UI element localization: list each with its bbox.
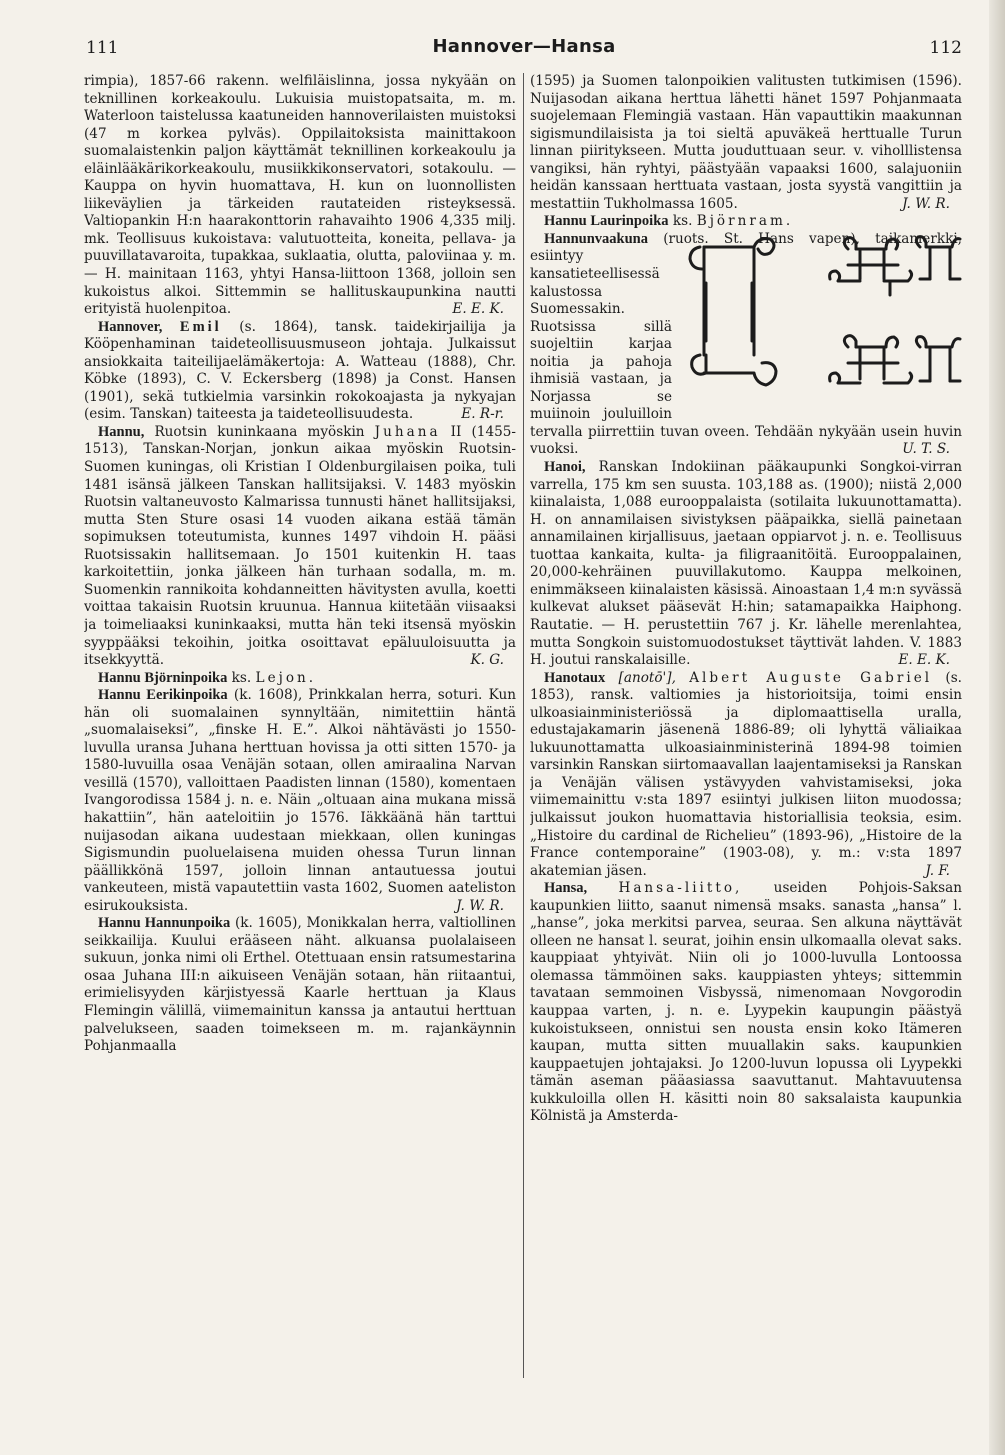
spaced-name: Juhana [374, 423, 441, 440]
entry-hanoi: Hanoi, Ranskan Indokiinan pääkaupunki Songkoi-virran varrella, 175 km sen suusta. 103,188 as. (1900); niistä 2,000 kiinalaista, 1,088 eurooppalaista (sotilaita lukuunottamatta). H. on annamilaisen sivistyksen pääpaikka, siellä painetaan annamilainen kirjallisuus, jaetaan oppiarvot j. n. e. Teollisuus tuottaa kankaita, kulta- ja filigraanitöitä. Eurooppalainen, 20,000-kehräinen puuvillakutomo. Kauppa melkoinen, enimmäkseen kiinalaisten käsissä. Ainoastaan 1,4 m:n syvässä kulkevat alukset pääsevät H:hin; satamapaikka Haiphong. Rautatie. — H. perustettiin 767 j. Kr. lähelle merenlahtea, mutta Songkoin suistomuodostukset täyttivät lahden. V. 1883 H. joutui ranskalaisille. E. E. K. [530, 459, 962, 669]
left-column [84, 73, 516, 1413]
entry-hannover-continued: rimpia), 1857-66 rakenn. welfiläislinna, jossa nykyään on teknillinen korkeakoulu. Lukuisia muistopatsaita, m. m. Waterloon taistelussa kaatuneiden hannoverilaisten muistoksi (47 m korkea pylväs). Oppilaitoksista mainittakoon suomalaistenkin paljon käyttämät teknillinen korkeakoulu ja eläinlääkärikorkeakoulu, musiikkikonservatori, sotakoulu. — Kauppa on hyvin huomattava, H. kun on luonnollisten liikeväylien ja tärkeiden rautateiden risteyksessä. Valtiopankin H:n haarakonttorin rahavaihto 1906 4,335 milj. mk. Teollisuus kukoistava: valutuotteita, koneita, pellava- ja puuvillatavaroita, tupakkaa, suklaatia, olutta, paloviinaa y. m. — H. mainitaan 1163, yhtyi Hansa-liittoon 1368, jolloin sen kukoistus alkoi. Sittemmin se hallituskaupunkina nautti erityistä huolenpitoa. E. E. K. [84, 73, 516, 318]
column-divider [523, 73, 524, 1378]
entry-hannu-hannunpoika: Hannu Hannunpoika (k. 1605), Monikkalan herra, valtiollinen seikkailija. Kuului erääseen näht. alkuansa puolalaiseen sukuun, jonka nimi oli Erthel. Otettuaan ensin ratsumestarina osaa Juhana III:n aikuiseen Venäjän sotaan, hän riitaantui, erimielisyyden kärjistyessä Kaarle herttuan ja Klaus Flemingin välillä, viimemainitun kanssa ja antautui herttuan palvelukseen, saaden toimekseen m. m. rajankäynnin Pohjanmaalla [84, 915, 516, 1055]
signature: J. W. R. [456, 897, 504, 914]
entry-hannunvaakuna: Hannunvaakuna (ruots. St. Hans vapen), taikamerkki, esiintyy kansatieteellisessä kalustossa Suomessakin. Ruotsissa sillä suojeltiin karjaa noitia ja pahoja ihmisiä vastaan, ja Norjassa se muiinoin jouluilloin tervalla piirrettiin tuvan oveen. Tehdään nykyään usein huvin vuoksi. U. T. S. [530, 230, 962, 458]
signature: J. W. R. [902, 195, 950, 212]
entry-hanotaux: Hanotaux [anotō'], Albert Auguste Gabriel (s. 1853), ransk. valtiomies ja historioitsija, toimi ensin ulkoasiainministeriössä ja diplomaattisella uralla, edustajakamarin jäsenenä 1886-89; oli lyhyttä väliaikaa lukuunottamatta ulkoasiainministerinä 1894-98 toimien varsinkin Ranskan siirtomaavallan laajentamiseksi ja Ranskan ja Venäjän välisen ystävyyden vahvistamiseksi, joka viimemainittu v:sta 1897 esiintyi julkisen liiton muodossa; julkaissut joukon huomattavia historiallisia teoksia, esim. „Histoire du cardinal de Richelieu” (1893-96), „Histoire de la France contemporaine” (1903-08), y. m.: v:sta 1897 akatemian jäsen. J. F. [530, 669, 962, 879]
running-header [86, 32, 962, 62]
headword: Hanoi, [544, 459, 586, 476]
headword: Hannu Björninpoika [98, 669, 228, 686]
signature: K. G. [470, 652, 504, 669]
entry-hannu-eerikinpoika: Hannu Eerikinpoika (k. 1608), Prinkkalan herra, soturi. Kun hän oli suomalainen synnyltään, nimitettiin häntä „suomalaiseksi”, „finske H. E.”. Alkoi nähtävästi jo 1550-luvulla uransa Juhana herttuan hovissa ja otti sitten 1570- ja 1580-luvuilla osaa Venäjän sotaan, ollen amiraalina Narvan vesillä (1570), valloittaen Paadisten linnan (1580), komentaen Ivangorodissa 1584 j. n. e. Näin „oltuaan aina mukana missä hakattiin”, hän aateloitiin jo 1576. Iäkkäänä hän tarttui nuijasodan aikana uudestaan miekkaan, ollen kuningas Sigismundin puoluelaisena muiden ohessa Turun linnan päällikkönä 1597, jolloin linnan antautuessa joutui vankeuteen, mistä vapautettiin vasta 1602, Suomen aateliston esirukouksista. J. W. R. [84, 687, 516, 914]
running-title: Hannover—Hansa [432, 36, 616, 57]
entry-hansa: Hansa, Hansa-liitto, useiden Pohjois-Saksan kaupunkien liitto, saanut nimensä msaks. sanasta „hansa” l. „hanse”, joka merkitsi parvea, seuraa. Sen alkuna näyttävät olleen ne hansat l. seurat, joihin ensin ulkomaalla olevat saks. kauppiaat yhtyivät. Niin oli jo 1000-luvulla Lontoossa olemassa tämmöinen saks. kauppiasten yhteys; sittemmin tavataan semmoinen Visbyssä, nimenomaan Novgorodin kauppaa varten, j. n. e. Lyypekin kaupungin päästyä kukoistukseen, onnistui sen nousta ensin koko Itämeren kaupan, mutta sitten muuallakin saks. kaupunkien kauppaetujen johtajaksi. Jo 1200-luvun lopussa oli Lyypekki tämän aseman pääasiassa saavuttanut. Mahtavuutensa kukkuloilla ollen H. käsitti noin 80 saksalaista kaupunkia Kölnistä ja Amsterda- [530, 880, 962, 1125]
right-page-number: 112 [929, 38, 962, 58]
headword: Hanotaux [544, 669, 606, 686]
entry-hannu-laurinpoika: Hannu Laurinpoika ks. Björnram. [544, 213, 794, 230]
signature: E. E. K. [898, 652, 950, 669]
hannunvaakuna-symbol-figure [680, 235, 962, 407]
entry-hannover-emil: Hannover, Emil (s. 1864), tansk. taidekirjailija ja Kööpenhaminan taideteollisuusmuseon johtaja. Julkaissut ansiokkaita taiteilijaelämäkertoja: A. Watteau (1888), Chr. Köbke (1893), C. V. Eckersberg (1898) ja Const. Hansen (1901), sekä tutkielmia varsinkin rokokoajasta ja nykyajan (esim. Tanskan) taiteesta ja taideteollisuudesta. E. R-r. [84, 318, 516, 423]
headword: Hannu Eerikinpoika [98, 687, 228, 704]
signature: J. F. [925, 862, 950, 879]
headword: Hannu Hannunpoika [98, 915, 231, 932]
pronunciation: [anotō'], [618, 669, 676, 686]
cross-reference: Björnram. [696, 213, 794, 230]
signature: E. E. K. [452, 301, 504, 318]
headword: Hannu Laurinpoika [544, 213, 669, 230]
headword: Hansa, [544, 880, 588, 897]
spaced-name: Hansa-liitto, [618, 880, 743, 897]
cross-reference: Lejon. [255, 669, 317, 686]
hannunvaakuna-symbol-icon [680, 235, 962, 407]
headword: Hannover, [98, 318, 163, 335]
spaced-name: Albert Auguste Gabriel [689, 669, 933, 686]
headword: Hannunvaakuna [544, 230, 648, 247]
headword: Hannu, [98, 423, 145, 440]
page-edge-shadow [989, 0, 1005, 1455]
entry-hannu-bjorninpoika: Hannu Björninpoika ks. Lejon. [98, 669, 317, 686]
signature: E. R-r. [461, 406, 504, 423]
entry-hannu: Hannu, Ruotsin kuninkaana myöskin Juhana II (1455-1513), Tanskan-Norjan, jonkun aikaa myöskin Ruotsin-Suomen kuningas, oli Kristian I Oldenburgilaisen poika, tuli 1481 isänsä jälkeen Tanskan hallitsijaksi. V. 1483 myöskin Ruotsin valtaneuvosto Kalmarissa tunnusti hänet hallitsijaksi, mutta Sten Sture osasi 14 vuoden aikana estää tämän sopimuksen toteutumista, kunnes 1497 vihdoin H. pääsi Ruotsissakin hallitsemaan. Jo 1501 kuitenkin H. taas karkoitettiin, jonka jälkeen hän turhaan sodalla, m. m. Suomenkin rannikoita kohdanneitten hävitysten avulla, koetti voittaa takaisin Ruotsin kruunua. Hannua kiitetään viisaaksi ja toimeliaaksi kuninkaaksi, mutta hän teki itsensä myöskin syyppääksi tekoihin, joitka osoittavat epäluuloisuutta ja itsekkyyttä. K. G. [84, 423, 516, 669]
signature: U. T. S. [902, 441, 950, 458]
left-page-number: 111 [86, 38, 119, 58]
headword-spaced: Emil [179, 318, 222, 335]
entry-hannu-hannunpoika-continued: (1595) ja Suomen talonpoikien valitusten tutkimisen (1596). Nuijasodan aikana herttua lähetti hänet 1597 Pohjanmaata suojelemaan Flemingiä vastaan. Hän vapauttikin maakunnan sigismundilaisista ja toi sieltä apuväkeä herttualle Turun linnan piiritykseen. Mutta jouduttuaan seur. v. viholllistensa vangiksi, hän ryhtyi, päästyään vapaaksi 1600, salajuoniin heidän kanssaan herttuata vastaan, josta syystä vangittiin ja mestattiin Tukholmassa 1605. J. W. R. [530, 73, 962, 212]
right-column [530, 73, 962, 1413]
